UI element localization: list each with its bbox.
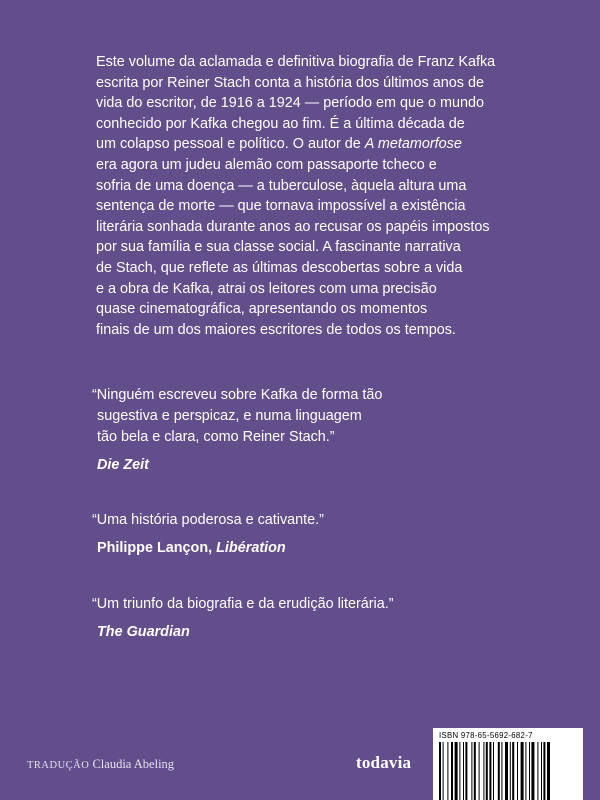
synopsis-line: vida do escritor, de 1916 a 1924 — período em que o mundo xyxy=(96,95,485,112)
synopsis-line: e a obra de Kafka, atrai os leitores com uma precisão xyxy=(96,280,437,297)
quote-source xyxy=(92,455,552,476)
quote-line: “Um triunfo da biografia e da erudição literária.” xyxy=(92,596,394,612)
synopsis-line: literária sonhada durante anos ao recusar os papéis impostos xyxy=(96,218,490,235)
quote-source-publication: Libération xyxy=(216,540,286,556)
synopsis-line: quase cinematográfica, apresentando os momentos xyxy=(96,301,428,318)
quote-source xyxy=(92,622,552,643)
synopsis-line: de Stach, que reflete as últimas descobertas sobre a vida xyxy=(96,259,463,276)
book-title: A metamorfose xyxy=(364,136,462,153)
synopsis-line: finais de um dos maiores escritores de todos os tempos. xyxy=(96,321,456,338)
review-quote-die-zeit xyxy=(92,385,552,476)
quote-text xyxy=(92,385,552,448)
synopsis-line xyxy=(96,134,536,155)
synopsis-text xyxy=(96,52,536,340)
synopsis-line: sofria de uma doença — a tuberculose, àquela altura uma xyxy=(96,177,467,194)
synopsis-line: conhecido por Kafka chegou ao fim. É a última década de xyxy=(96,115,465,132)
synopsis-line: Este volume da aclamada e definitiva biografia de Franz Kafka xyxy=(96,54,496,70)
barcode-icon xyxy=(439,742,577,800)
synopsis-line: por sua família e sua classe social. A fascinante narrativa xyxy=(96,239,461,256)
quote-source-publication: The Guardian xyxy=(97,624,190,640)
quote-line: sugestiva e perspicaz, e numa linguagem xyxy=(97,408,362,424)
synopsis-line: sentença de morte — que tornava impossível a existência xyxy=(96,198,466,215)
quote-text xyxy=(92,594,552,615)
quote-line: “Ninguém escreveu sobre Kafka de forma tão xyxy=(92,387,383,403)
quote-text xyxy=(92,510,552,531)
translator-credit xyxy=(27,757,174,772)
review-quote-liberation xyxy=(92,510,552,559)
quote-line: “Uma história poderosa e cativante.” xyxy=(92,512,324,528)
synopsis-line: era agora um judeu alemão com passaporte tcheco e xyxy=(96,156,437,173)
translator-label: TRADUÇÃO xyxy=(27,760,90,771)
synopsis-line: escrita por Reiner Stach conta a história dos últimos anos de xyxy=(96,74,484,91)
quote-source-publication: Die Zeit xyxy=(97,457,149,473)
synopsis-line-text: um colapso pessoal e político. O autor de xyxy=(96,136,365,153)
quote-source xyxy=(92,538,552,559)
quote-source-author: Philippe Lançon, xyxy=(97,540,217,556)
isbn-barcode xyxy=(433,728,583,800)
publisher-logo: todavia xyxy=(356,753,412,772)
quote-line: tão bela e clara, como Reiner Stach.” xyxy=(97,429,335,445)
isbn-number: ISBN 978-65-5692-682-7 xyxy=(439,731,533,740)
review-quote-guardian xyxy=(92,594,552,643)
translator-name: Claudia Abeling xyxy=(92,757,175,771)
